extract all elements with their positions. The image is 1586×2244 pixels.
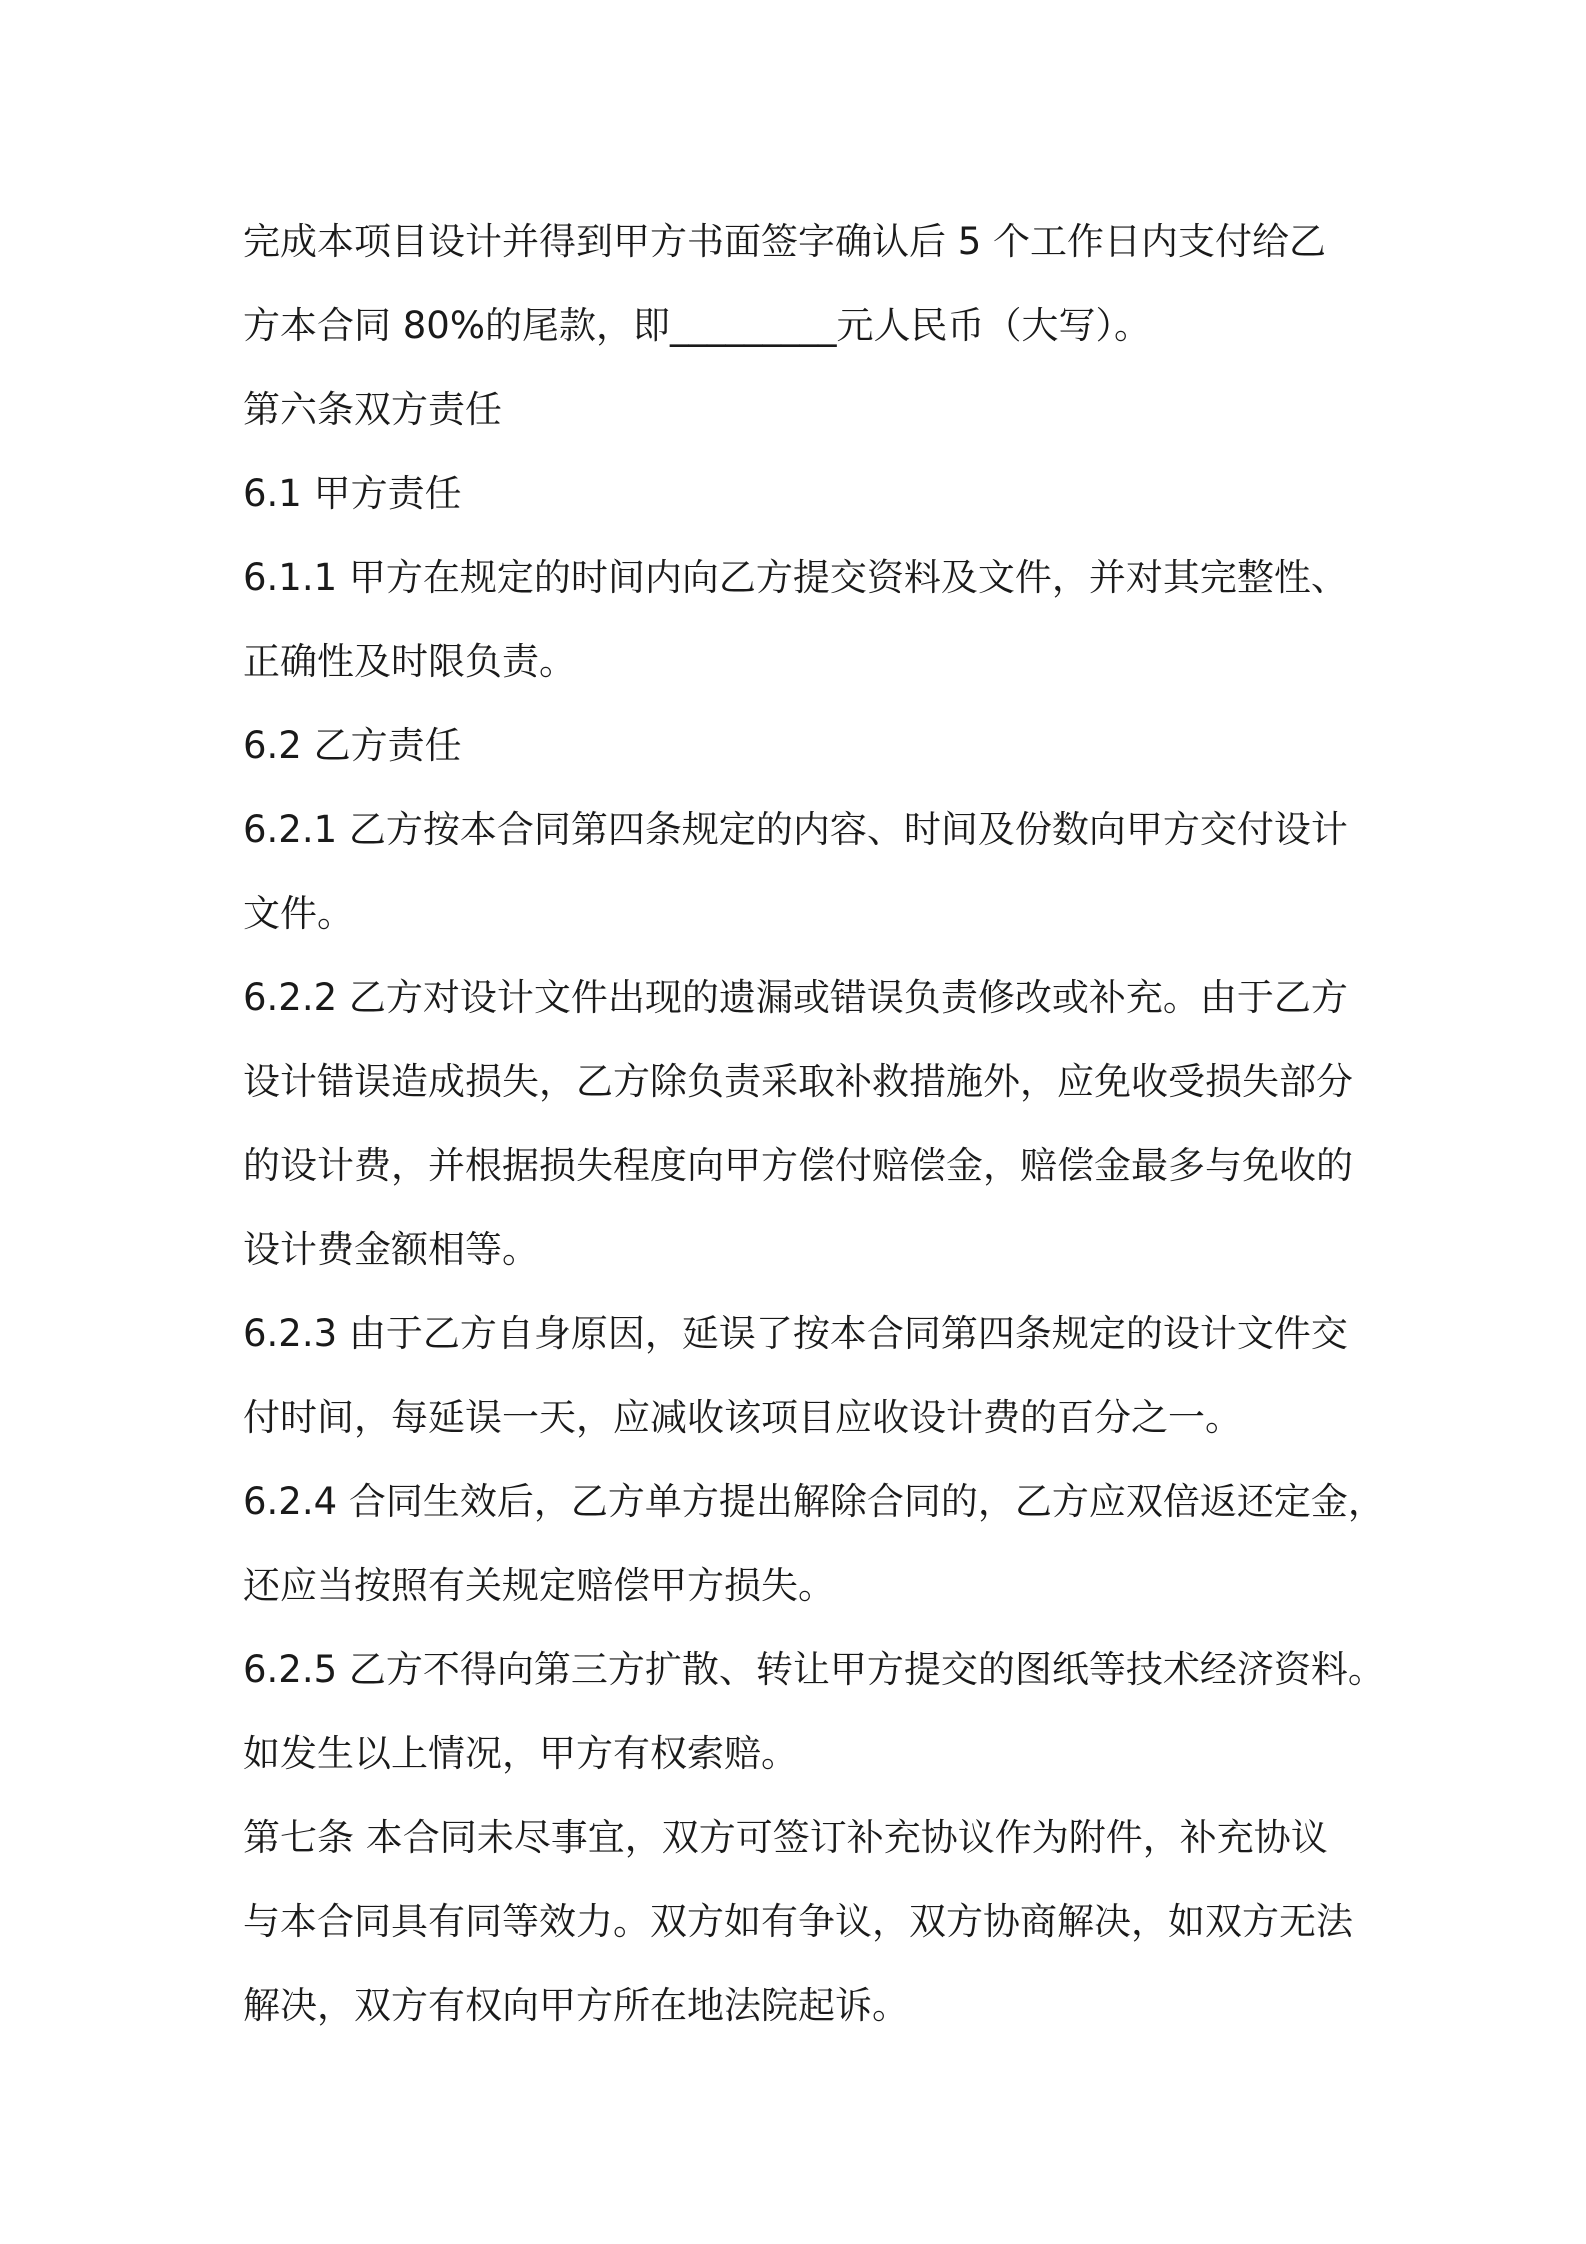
contract-body: [243, 200, 1385, 2048]
paragraph-line: 方本合同 80%的尾款，即_________元人民币（大写）。: [243, 304, 1151, 347]
clause-line: 6.2.1 乙方按本合同第四条规定的内容、时间及份数向甲方交付设计: [243, 808, 1348, 851]
paragraph-line: 完成本项目设计并得到甲方书面签字确认后 5 个工作日内支付给乙: [243, 220, 1327, 263]
clause-line: 付时间，每延误一天，应减收该项目应收设计费的百分之一。: [243, 1396, 1242, 1439]
clause-line: 正确性及时限负责。: [243, 640, 576, 683]
clause-line: 如发生以上情况，甲方有权索赔。: [243, 1732, 798, 1775]
subsection-heading: 6.2 乙方责任: [243, 724, 462, 767]
subsection-heading: 6.1 甲方责任: [243, 472, 462, 515]
clause-line: 设计错误造成损失，乙方除负责采取补救措施外，应免收受损失部分: [243, 1060, 1353, 1103]
article-line: 第七条 本合同未尽事宜，双方可签订补充协议作为附件，补充协议: [243, 1816, 1328, 1859]
clause-line: 还应当按照有关规定赔偿甲方损失。: [243, 1564, 835, 1607]
clause-line: 6.2.4 合同生效后，乙方单方提出解除合同的，乙方应双倍返还定金，: [243, 1480, 1385, 1523]
clause-line: 6.2.5 乙方不得向第三方扩散、转让甲方提交的图纸等技术经济资料。: [243, 1648, 1385, 1691]
clause-line: 6.2.2 乙方对设计文件出现的遗漏或错误负责修改或补充。由于乙方: [243, 976, 1348, 1019]
section-heading: 第六条双方责任: [243, 388, 502, 431]
article-line: 与本合同具有同等效力。双方如有争议，双方协商解决，如双方无法: [243, 1900, 1353, 1943]
clause-line: 6.1.1 甲方在规定的时间内向乙方提交资料及文件，并对其完整性、: [243, 556, 1348, 599]
clause-line: 文件。: [243, 892, 354, 935]
article-line: 解决，双方有权向甲方所在地法院起诉。: [243, 1984, 909, 2027]
clause-line: 的设计费，并根据损失程度向甲方偿付赔偿金，赔偿金最多与免收的: [243, 1144, 1353, 1187]
clause-line: 设计费金额相等。: [243, 1228, 539, 1271]
clause-line: 6.2.3 由于乙方自身原因，延误了按本合同第四条规定的设计文件交: [243, 1312, 1348, 1355]
